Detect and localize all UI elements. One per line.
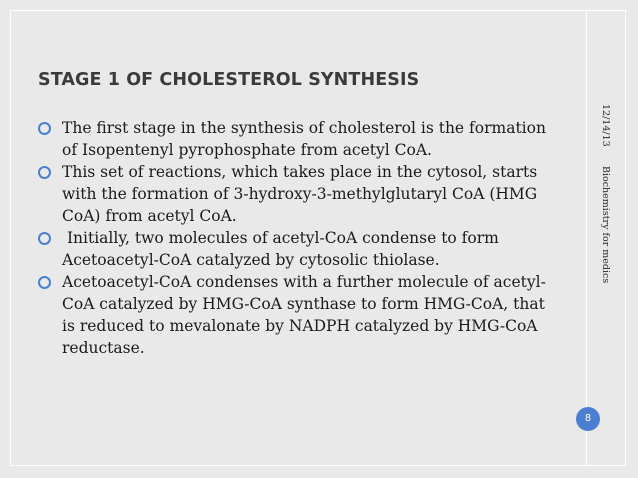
slide-title: STAGE 1 OF CHOLESTEROL SYNTHESIS (38, 70, 420, 90)
bullet-item-2 (38, 161, 558, 227)
page-number-badge: 8 (576, 407, 600, 431)
bullet-text-4: Acetoacetyl-CoA condenses with a further molecule of acetyl-CoA catalyzed by HMG-CoA synthase to form HMG-CoA, that is reduced to mevalonate by NADPH catalyzed by HMG-CoA reductase. (62, 273, 546, 357)
bullet-text-3: Initially, two molecules of acetyl-CoA condense to form Acetoacetyl-CoA catalyzed by cytosolic thiolase. (62, 229, 504, 269)
bullet-text-1: The first stage in the synthesis of cholesterol is the formation of Isopentenyl pyrophosphate from acetyl CoA. (62, 119, 546, 159)
bullet-text-2: This set of reactions, which takes place in the cytosol, starts with the formation of 3-hydroxy-3-methylglutaryl CoA (HMG CoA) from acetyl CoA. (62, 163, 538, 225)
footer-date: 12/14/13 (600, 104, 611, 147)
ring-bullet-icon (38, 232, 51, 245)
ring-bullet-icon (38, 166, 51, 179)
bullet-list (38, 117, 558, 359)
bullet-item-4 (38, 271, 558, 359)
ring-bullet-icon (38, 122, 51, 135)
ring-bullet-icon (38, 276, 51, 289)
side-footer (587, 104, 611, 284)
bullet-item-1 (38, 117, 558, 161)
footer-brand: Biochemistry for medics (600, 165, 611, 283)
bullet-item-3 (38, 227, 558, 271)
